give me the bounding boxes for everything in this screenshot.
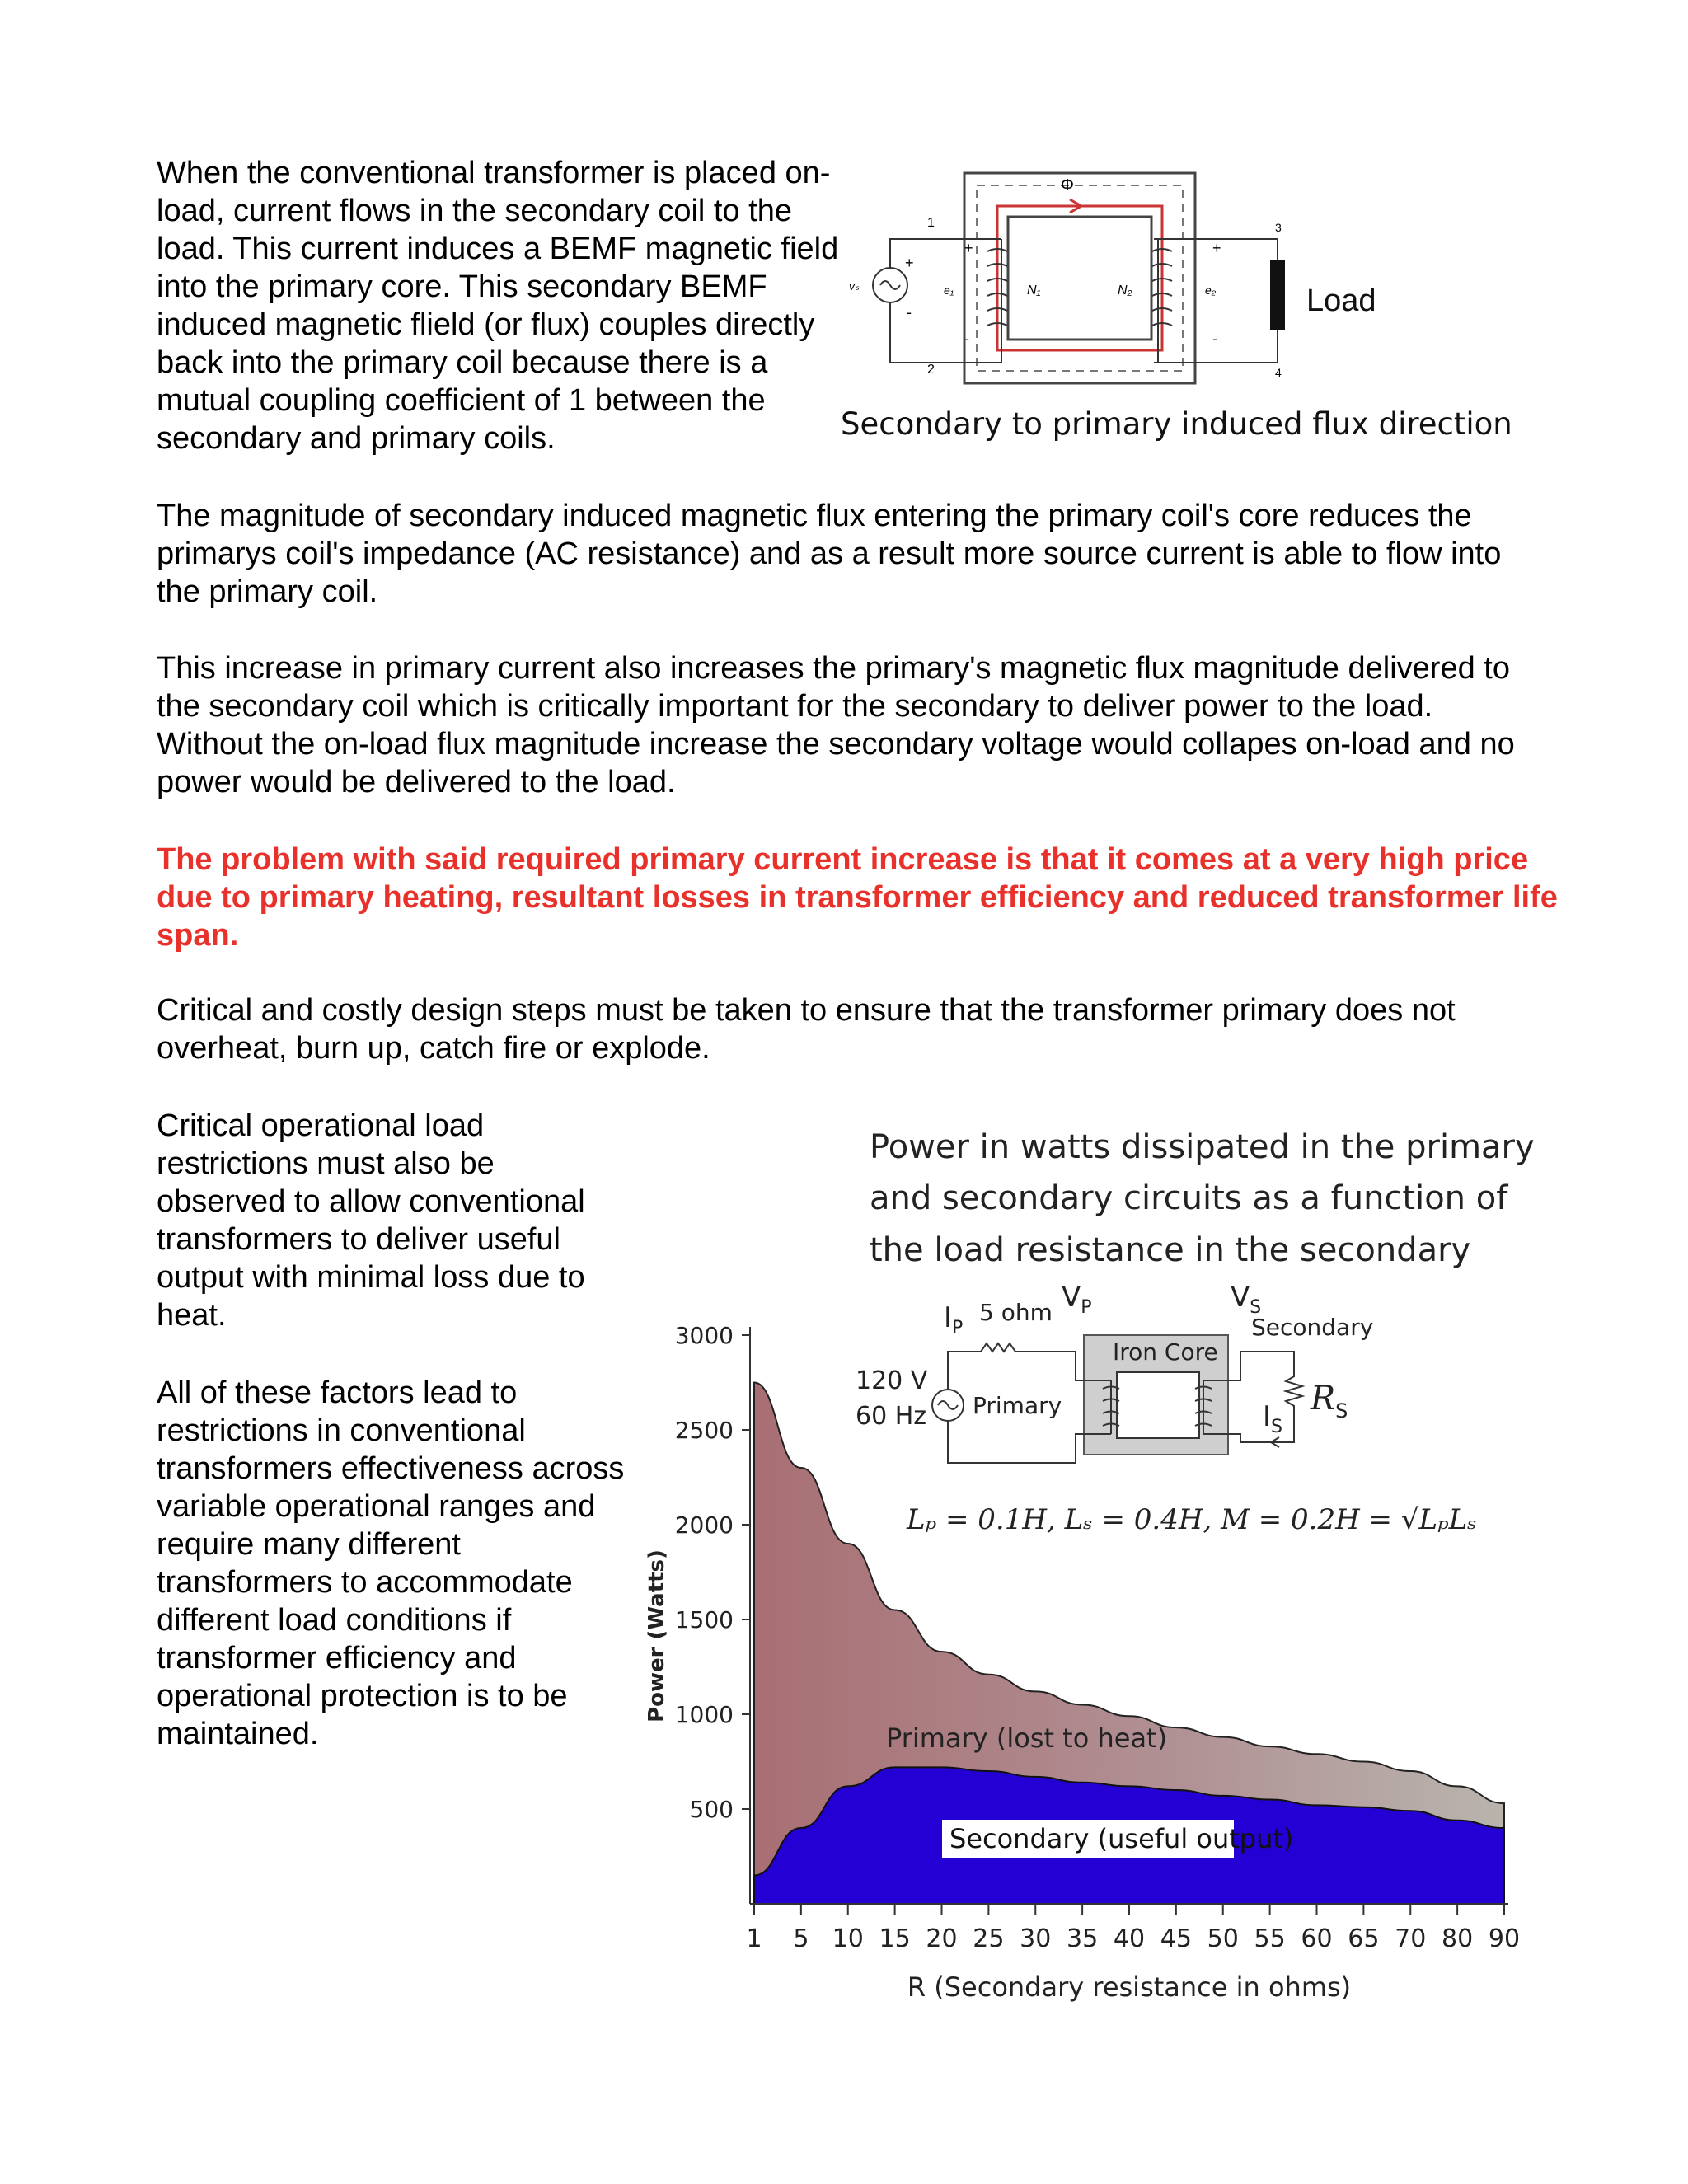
e2-label: e₂ xyxy=(1205,284,1217,297)
design-steps-paragraph: Critical and costly design steps must be taken to ensure that the transformer primary does not overheat, burn up, catch fire or explode. xyxy=(157,993,1456,1066)
chart-title-line-2: and secondary circuits as a function of xyxy=(870,1179,1508,1217)
x-tick-label: 1 xyxy=(746,1924,762,1953)
e1-plus-sign: + xyxy=(964,240,973,256)
source-voltage: 120 V xyxy=(856,1366,928,1395)
e2-minus-sign: - xyxy=(1212,330,1217,347)
flux-increase-paragraph: This increase in primary current also increases the primary's magnetic flux magnitude delivered to the secondary coil which is critically important for the secondary to deliver power to the load. Without the on-load flux magnitude increase the secondary voltage would collapes on-load and no power would be delivered to the load. xyxy=(157,651,1515,799)
x-tick-label: 40 xyxy=(1113,1924,1146,1953)
primary-winding xyxy=(977,239,1007,363)
primary-circuit xyxy=(873,239,977,363)
terminal-4: 4 xyxy=(1275,366,1282,379)
iron-core-label: Iron Core xyxy=(1113,1338,1218,1366)
y-tick-label: 2500 xyxy=(674,1417,734,1444)
x-tick-label: 20 xyxy=(926,1924,958,1953)
terminal-3: 3 xyxy=(1275,221,1282,234)
n2-label: N₂ xyxy=(1118,284,1132,298)
resistor-5ohm-label: 5 ohm xyxy=(979,1299,1053,1326)
primary-plus-sign: + xyxy=(905,255,914,271)
chart-title-line-3: the load resistance in the secondary xyxy=(870,1231,1471,1269)
e1-minus-sign: - xyxy=(964,330,969,347)
y-tick-label: 2000 xyxy=(674,1511,734,1539)
x-tick-label: 50 xyxy=(1207,1924,1239,1953)
x-tick-label: 55 xyxy=(1254,1924,1286,1953)
power-chart xyxy=(626,1113,1541,2027)
primary-series-label: Primary (lost to heat) xyxy=(886,1722,1168,1754)
secondary-current-label: $I_S$ xyxy=(1263,1400,1282,1437)
y-tick-label: 500 xyxy=(689,1796,734,1823)
x-tick-label: 60 xyxy=(1301,1924,1333,1953)
primary-current-label: $I_P$ xyxy=(944,1301,964,1338)
problem-warning-paragraph: The problem with said required primary current increase is that it comes at a very high price due to primary heating, resultant losses in transformer efficiency and reduced transformer life span. xyxy=(157,842,1558,953)
source-frequency: 60 Hz xyxy=(856,1402,927,1431)
secondary-voltage-label: $V_S$ xyxy=(1231,1281,1262,1318)
primary-label: Primary xyxy=(973,1392,1062,1419)
x-tick-label: 70 xyxy=(1395,1924,1427,1953)
y-tick-label: 3000 xyxy=(674,1322,734,1349)
y-tick-label: 1500 xyxy=(674,1606,734,1633)
load-label: Load xyxy=(1306,284,1376,318)
transformer-diagram xyxy=(841,161,1525,466)
y-axis-title: Power (Watts) xyxy=(645,1549,669,1722)
load-resistor xyxy=(1270,260,1285,330)
x-tick-label: 90 xyxy=(1488,1924,1521,1953)
n1-label: N₁ xyxy=(1027,284,1041,298)
primary-voltage-label: $V_P$ xyxy=(1062,1281,1092,1318)
secondary-series-label: Secondary (useful output) xyxy=(950,1823,1294,1854)
x-tick-label: 80 xyxy=(1442,1924,1474,1953)
secondary-label: Secondary xyxy=(1251,1314,1374,1341)
flux-symbol: Φ xyxy=(1061,176,1074,194)
terminal-1: 1 xyxy=(927,216,935,230)
x-tick-label: 5 xyxy=(793,1924,809,1953)
secondary-circuit xyxy=(1187,239,1278,363)
x-tick-label: 45 xyxy=(1160,1924,1192,1953)
x-tick-label: 15 xyxy=(879,1924,911,1953)
intro-paragraph: When the conventional transformer is placed on-load, current flows in the secondary coil to the load. This current induces a BEMF magnetic field into the primary core. This secondary BEMF induced magnetic flield (or flux) couples directly back into the primary coil because there is a mutual coupling coefficient of 1 between the secondary and primary coils. xyxy=(157,156,839,456)
e1-label: e₁ xyxy=(944,284,954,297)
x-tick-label: 30 xyxy=(1020,1924,1052,1953)
x-axis-title: R (Secondary resistance in ohms) xyxy=(907,1971,1352,2003)
source-voltage-label: vₛ xyxy=(849,279,860,293)
y-tick-label: 1000 xyxy=(674,1701,734,1728)
e2-plus-sign: + xyxy=(1212,240,1221,256)
chart-title-line-1: Power in watts dissipated in the primary xyxy=(870,1128,1535,1166)
load-resistance-label: $R_S$ xyxy=(1311,1380,1348,1422)
x-tick-label: 10 xyxy=(832,1924,864,1953)
primary-minus-sign: - xyxy=(907,304,912,321)
impedance-paragraph: The magnitude of secondary induced magnetic flux entering the primary coil's core reduces the primarys coil's impedance (AC resistance) and as a result more source current is able to flow into the primary coil. xyxy=(157,499,1502,609)
terminal-2: 2 xyxy=(927,363,935,377)
figure-caption: Secondary to primary induced flux direction xyxy=(841,406,1512,442)
x-tick-label: 65 xyxy=(1348,1924,1380,1953)
circuit-inset xyxy=(856,1281,1477,1536)
load-restrictions-paragraph: Critical operational load restrictions must also be observed to allow conventional transformers to deliver useful output with minimal loss due to heat. xyxy=(157,1108,585,1333)
x-tick-label: 25 xyxy=(973,1924,1005,1953)
x-tick-label: 35 xyxy=(1067,1924,1099,1953)
factors-paragraph: All of these factors lead to restrictions in conventional transformers effectiveness across variable operational ranges and require many different transformers to accommodate different load conditions if transformer efficiency and operational protection is to be maintained. xyxy=(157,1376,625,1751)
secondary-winding xyxy=(1152,239,1187,363)
inductance-equation: Lₚ = 0.1H, Lₛ = 0.4H, M = 0.2H = √LₚLₛ xyxy=(907,1503,1477,1536)
